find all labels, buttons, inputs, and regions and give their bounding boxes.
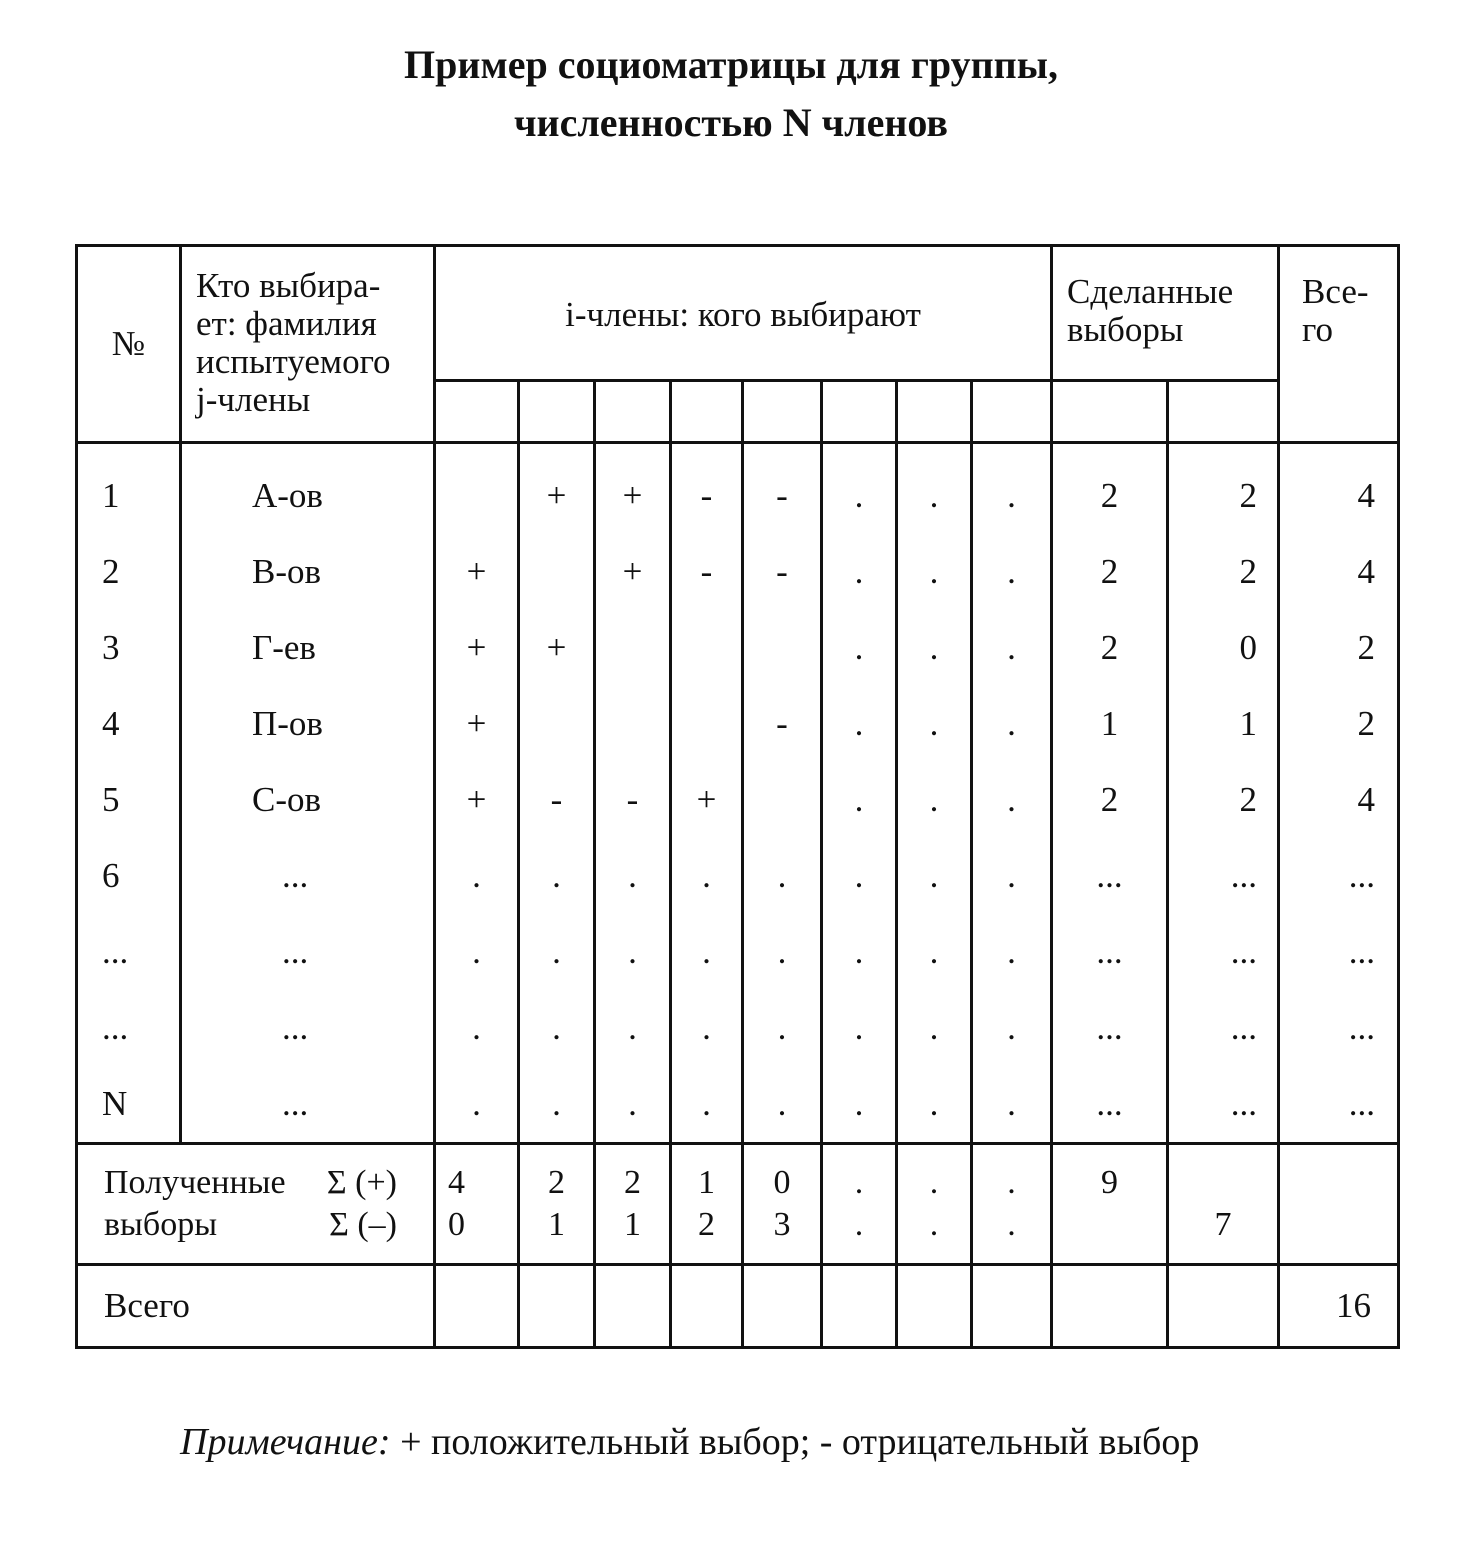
choice-cell: +: [595, 443, 671, 535]
choice-cell: .: [822, 990, 897, 1066]
title-line-2: численностью N членов: [513, 100, 949, 145]
choice-cell: -: [671, 443, 743, 535]
received-label-line2: выборы: [104, 1206, 218, 1243]
made-positive: ...: [1052, 838, 1168, 914]
header-made-choices: [1052, 246, 1279, 381]
choice-cell: .: [897, 1066, 972, 1144]
choice-cell: .: [822, 686, 897, 762]
row-total: ...: [1279, 838, 1399, 914]
choice-cell: -: [595, 762, 671, 838]
table-row: [77, 443, 1399, 535]
received-neg: 1: [548, 1206, 565, 1243]
total-cell: [435, 1265, 519, 1348]
row-total: 4: [1279, 443, 1399, 535]
made-negative-sum: 7: [1214, 1206, 1232, 1243]
row-name: В-ов: [181, 534, 435, 610]
received-pos: 0: [773, 1164, 791, 1201]
made-negative: ...: [1168, 1066, 1279, 1144]
header-row: [77, 246, 1399, 381]
choice-cell: .: [972, 534, 1052, 610]
choice-cell: .: [743, 1066, 822, 1144]
choice-cell: [435, 443, 519, 535]
choice-cell: .: [671, 990, 743, 1066]
choice-cell: .: [435, 990, 519, 1066]
row-num: N: [77, 1066, 181, 1144]
made-positive: ...: [1052, 990, 1168, 1066]
choice-cell: -: [743, 443, 822, 535]
total-cell: [1168, 1265, 1279, 1348]
received-cell: [822, 1144, 897, 1265]
row-total: ...: [1279, 914, 1399, 990]
row-num: 5: [77, 762, 181, 838]
choice-cell: .: [519, 914, 595, 990]
choice-cell: [743, 610, 822, 686]
choice-cell: .: [972, 914, 1052, 990]
row-total: 2: [1279, 610, 1399, 686]
made-negative: 1: [1168, 686, 1279, 762]
choice-cell: .: [822, 1066, 897, 1144]
row-total: ...: [1279, 990, 1399, 1066]
received-cell: [519, 1144, 595, 1265]
header-who-chooses: [181, 246, 435, 443]
table-row: [77, 686, 1399, 762]
row-name: ...: [181, 1066, 435, 1144]
row-name: С-ов: [181, 762, 435, 838]
choice-cell: +: [519, 443, 595, 535]
sub-header-cell: [1052, 381, 1168, 443]
sub-header-cell: [519, 381, 595, 443]
choice-cell: .: [897, 838, 972, 914]
received-neg: .: [929, 1206, 939, 1243]
choice-cell: .: [671, 914, 743, 990]
table-row: [77, 534, 1399, 610]
received-cell: [595, 1144, 671, 1265]
made-negative: ...: [1168, 990, 1279, 1066]
row-name: П-ов: [181, 686, 435, 762]
made-negative: 2: [1168, 443, 1279, 535]
title-line-1: Пример социоматрицы для группы,: [404, 42, 1058, 87]
choice-cell: +: [595, 534, 671, 610]
footnote-label: Примечание:: [180, 1421, 391, 1463]
received-pos: 2: [624, 1164, 641, 1201]
choice-cell: -: [743, 686, 822, 762]
sub-header-cell: [822, 381, 897, 443]
choice-cell: +: [671, 762, 743, 838]
received-pos: .: [854, 1164, 864, 1201]
received-cell: [972, 1144, 1052, 1265]
choice-cell: .: [822, 610, 897, 686]
choice-cell: .: [972, 443, 1052, 535]
choice-cell: .: [897, 762, 972, 838]
row-total: ...: [1279, 1066, 1399, 1144]
received-pos: .: [1007, 1164, 1016, 1201]
made-sum-cell: [1052, 1144, 1168, 1265]
sum-positive-label: Σ (+): [326, 1164, 397, 1201]
row-num: ...: [77, 990, 181, 1066]
made-negative: 2: [1168, 762, 1279, 838]
total-cell: [897, 1265, 972, 1348]
received-neg: .: [1007, 1206, 1016, 1243]
total-cell: [743, 1265, 822, 1348]
choice-cell: .: [897, 534, 972, 610]
sub-header-cell: [435, 381, 519, 443]
header-targets: i-члены: кого выбирают: [435, 246, 1052, 381]
choice-cell: .: [822, 443, 897, 535]
total-label: Всего: [77, 1265, 435, 1348]
choice-cell: .: [743, 990, 822, 1066]
header-total-line: Все-: [1302, 272, 1369, 311]
choice-cell: .: [972, 610, 1052, 686]
choice-cell: [595, 686, 671, 762]
made-positive: 2: [1052, 610, 1168, 686]
choice-cell: .: [519, 838, 595, 914]
table-row: [77, 762, 1399, 838]
choice-cell: .: [822, 914, 897, 990]
choice-cell: .: [972, 686, 1052, 762]
sociomatrix-table: [75, 244, 1400, 1349]
choice-cell: .: [897, 686, 972, 762]
made-positive: 2: [1052, 534, 1168, 610]
choice-cell: .: [972, 838, 1052, 914]
header-who-line: ет: фамилия: [196, 304, 377, 343]
choice-cell: .: [595, 1066, 671, 1144]
made-positive: 2: [1052, 762, 1168, 838]
row-name: ...: [181, 990, 435, 1066]
received-cell: [671, 1144, 743, 1265]
received-pos: 1: [698, 1164, 715, 1201]
received-label-line1: Полученные: [104, 1164, 286, 1201]
sub-header-cell: [595, 381, 671, 443]
header-who-line: испытуемого: [196, 342, 391, 381]
sub-header-cell: [671, 381, 743, 443]
choice-cell: .: [897, 990, 972, 1066]
row-num: 3: [77, 610, 181, 686]
choice-cell: .: [595, 990, 671, 1066]
choice-cell: .: [435, 914, 519, 990]
received-cell: [743, 1144, 822, 1265]
choice-cell: .: [972, 762, 1052, 838]
choice-cell: .: [972, 990, 1052, 1066]
made-positive: 1: [1052, 686, 1168, 762]
received-total-cell: [1279, 1144, 1399, 1265]
row-num: 6: [77, 838, 181, 914]
choice-cell: .: [822, 838, 897, 914]
total-cell: [822, 1265, 897, 1348]
row-name: ...: [181, 838, 435, 914]
received-neg: .: [854, 1206, 864, 1243]
header-made-line: выборы: [1067, 310, 1184, 349]
received-neg: 1: [624, 1206, 641, 1243]
choice-cell: .: [519, 1066, 595, 1144]
choice-cell: +: [519, 610, 595, 686]
choice-cell: .: [822, 534, 897, 610]
choice-cell: +: [435, 534, 519, 610]
footnote: [180, 1420, 1440, 1464]
total-cell: [671, 1265, 743, 1348]
choice-cell: .: [972, 1066, 1052, 1144]
choice-cell: +: [435, 686, 519, 762]
made-positive: ...: [1052, 914, 1168, 990]
row-num: 2: [77, 534, 181, 610]
header-total-line: го: [1302, 310, 1334, 349]
total-cell: [519, 1265, 595, 1348]
table-row: [77, 838, 1399, 914]
sub-header-cell: [897, 381, 972, 443]
received-neg: 0: [448, 1206, 465, 1243]
choice-cell: .: [519, 990, 595, 1066]
choice-cell: .: [897, 610, 972, 686]
made-positive: 2: [1052, 443, 1168, 535]
received-cell: [435, 1144, 519, 1265]
received-neg: 2: [698, 1206, 715, 1243]
received-pos: .: [929, 1164, 939, 1201]
table-row: [77, 914, 1399, 990]
table-row: [77, 1066, 1399, 1144]
table-row: [77, 990, 1399, 1066]
row-total: 4: [1279, 762, 1399, 838]
row-num: 1: [77, 443, 181, 535]
received-pos: 2: [548, 1164, 565, 1201]
header-who-line: j-члены: [196, 380, 311, 419]
row-num: 4: [77, 686, 181, 762]
grand-total: 16: [1279, 1265, 1399, 1348]
row-name: ...: [181, 914, 435, 990]
choice-cell: [595, 610, 671, 686]
row-total: 2: [1279, 686, 1399, 762]
choice-cell: .: [743, 838, 822, 914]
choice-cell: +: [435, 610, 519, 686]
received-pos: 4: [448, 1164, 465, 1201]
choice-cell: [671, 686, 743, 762]
choice-cell: .: [595, 838, 671, 914]
made-positive-sum: 9: [1101, 1164, 1119, 1201]
row-name: А-ов: [181, 443, 435, 535]
choice-cell: +: [435, 762, 519, 838]
choice-cell: .: [897, 914, 972, 990]
made-negative: ...: [1168, 914, 1279, 990]
choice-cell: .: [671, 838, 743, 914]
row-total: 4: [1279, 534, 1399, 610]
choice-cell: .: [435, 1066, 519, 1144]
received-neg: 3: [773, 1206, 791, 1243]
choice-cell: .: [822, 762, 897, 838]
made-negative: 2: [1168, 534, 1279, 610]
sub-header-cell: [1168, 381, 1279, 443]
row-name: Г-ев: [181, 610, 435, 686]
table-row: [77, 610, 1399, 686]
made-negative: ...: [1168, 838, 1279, 914]
made-sum-cell: [1168, 1144, 1279, 1265]
row-num: ...: [77, 914, 181, 990]
header-total: [1279, 246, 1399, 443]
received-choices-row: [77, 1144, 1399, 1265]
total-row: [77, 1265, 1399, 1348]
total-cell: [595, 1265, 671, 1348]
choice-cell: [671, 610, 743, 686]
choice-cell: -: [743, 534, 822, 610]
total-cell: [972, 1265, 1052, 1348]
sum-negative-label: Σ (–): [329, 1206, 397, 1243]
choice-cell: [743, 762, 822, 838]
choice-cell: .: [595, 914, 671, 990]
choice-cell: [519, 534, 595, 610]
choice-cell: -: [671, 534, 743, 610]
received-label: [77, 1144, 435, 1265]
header-made-line: Сделанные: [1067, 272, 1234, 311]
header-who-line: Кто выбира-: [196, 266, 381, 305]
made-positive: ...: [1052, 1066, 1168, 1144]
choice-cell: .: [743, 914, 822, 990]
sub-header-cell: [743, 381, 822, 443]
choice-cell: .: [671, 1066, 743, 1144]
received-cell: [897, 1144, 972, 1265]
page-title: [0, 36, 1462, 152]
total-cell: [1052, 1265, 1168, 1348]
choice-cell: .: [435, 838, 519, 914]
header-num: №: [77, 246, 181, 443]
choice-cell: .: [897, 443, 972, 535]
choice-cell: -: [519, 762, 595, 838]
footnote-text: + положительный выбор; - отрицательный выбор: [390, 1421, 1200, 1463]
choice-cell: [519, 686, 595, 762]
sub-header-cell: [972, 381, 1052, 443]
made-negative: 0: [1168, 610, 1279, 686]
